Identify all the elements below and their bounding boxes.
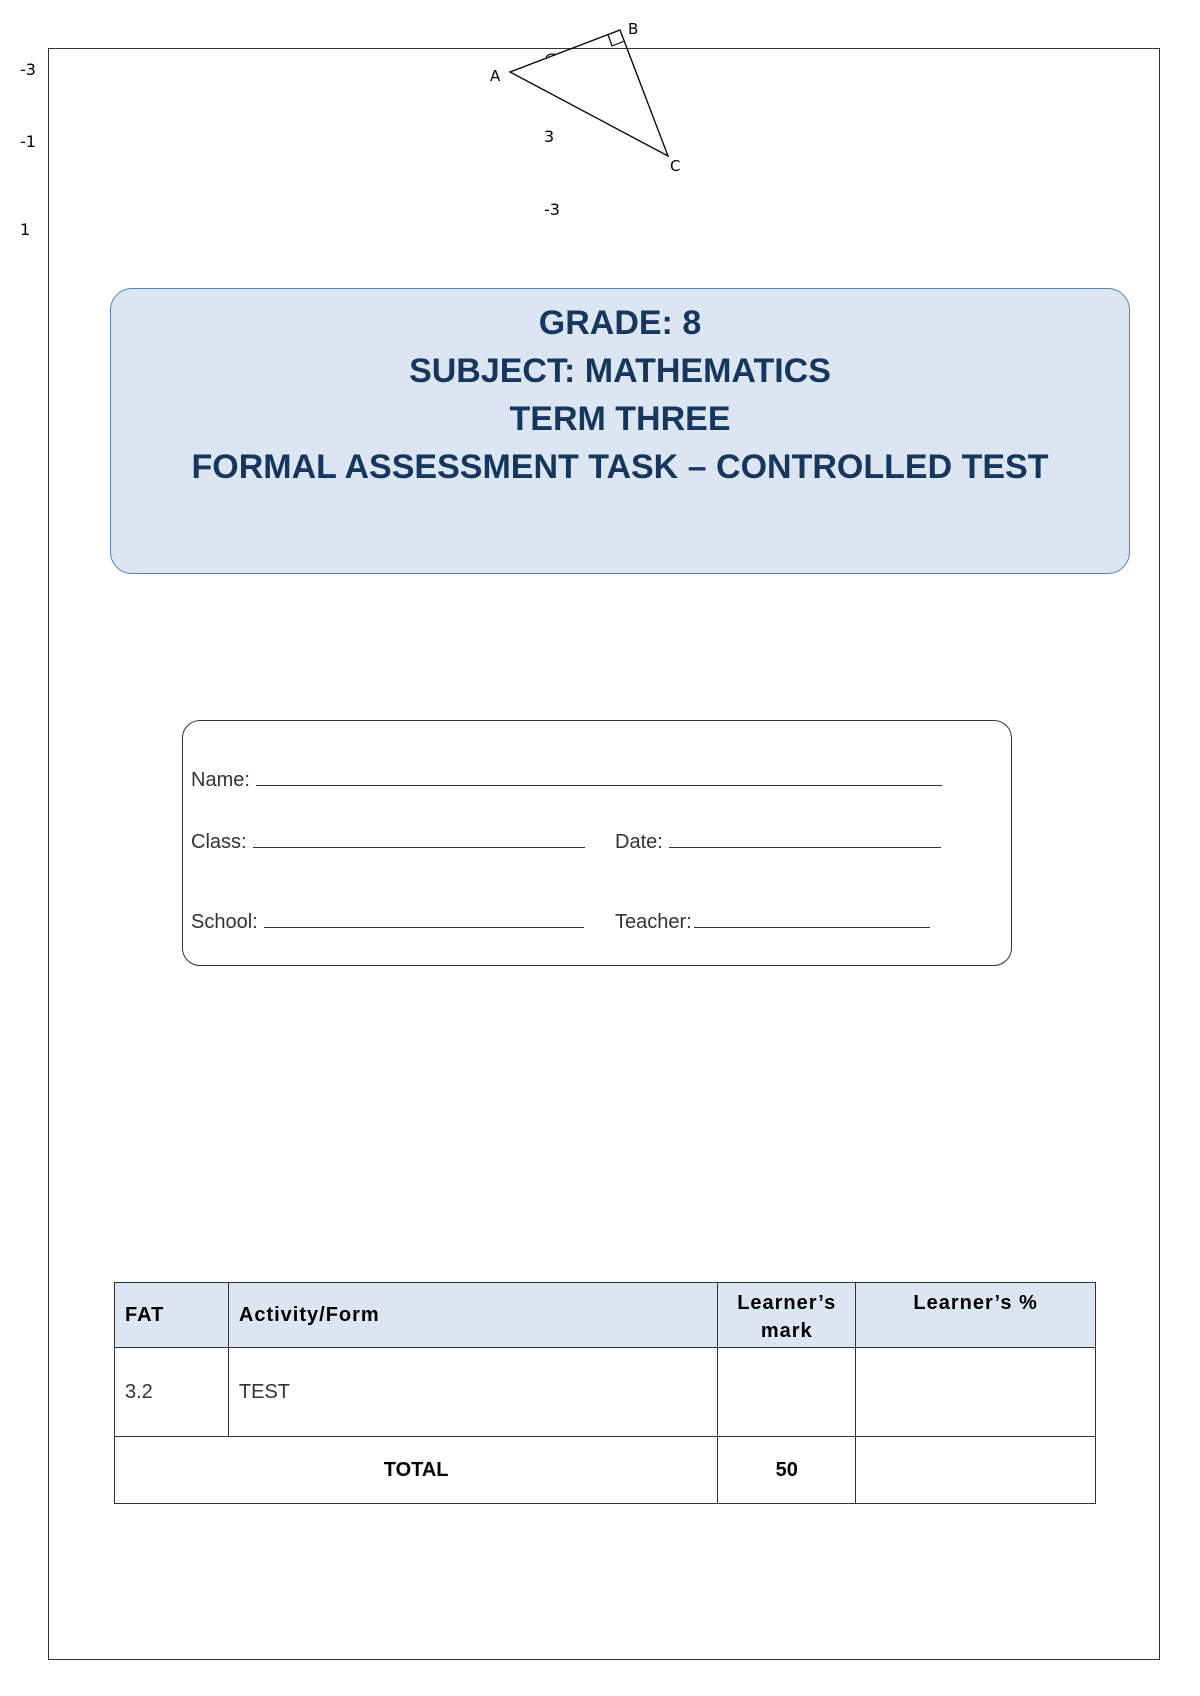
triangle-abc [510, 30, 668, 156]
date-field[interactable] [615, 829, 941, 854]
marks-table [114, 1282, 1096, 1504]
name-line[interactable] [256, 767, 942, 786]
class-field[interactable] [191, 829, 585, 854]
table-header-row [115, 1283, 1096, 1348]
stray-number-1: -3 [20, 60, 36, 79]
teacher-field[interactable] [615, 909, 930, 934]
learner-info-box [182, 720, 1012, 966]
triangle-diagram [480, 18, 700, 178]
right-angle-mark [608, 35, 624, 47]
cell-mark[interactable] [718, 1348, 856, 1437]
vertex-label-b: B [628, 20, 639, 38]
table-row [115, 1348, 1096, 1437]
date-label: Date: [615, 831, 663, 853]
cell-activity: TEST [228, 1348, 717, 1437]
class-label: Class: [191, 831, 247, 853]
header-learner-mark: Learner’s mark [718, 1283, 856, 1348]
total-percent[interactable] [856, 1437, 1096, 1504]
class-line[interactable] [253, 829, 585, 848]
name-field[interactable] [191, 767, 942, 792]
subject-title: SUBJECT: MATHEMATICS [409, 352, 831, 390]
name-label: Name: [191, 769, 250, 791]
total-value: 50 [718, 1437, 856, 1504]
header-fat: FAT [115, 1283, 229, 1348]
table-total-row [115, 1437, 1096, 1504]
teacher-line[interactable] [694, 909, 930, 928]
assessment-title: FORMAL ASSESSMENT TASK – CONTROLLED TEST [191, 448, 1049, 486]
term-title: TERM THREE [509, 400, 731, 438]
stray-number-5: -3 [544, 200, 560, 219]
school-line[interactable] [264, 909, 584, 928]
title-box [110, 288, 1130, 574]
school-label: School: [191, 911, 258, 933]
grade-title: GRADE: 8 [538, 304, 702, 342]
header-activity: Activity/Form [228, 1283, 717, 1348]
teacher-label: Teacher: [615, 911, 692, 933]
cell-percent[interactable] [856, 1348, 1096, 1437]
stray-number-3: 1 [20, 220, 31, 239]
vertex-label-a: A [490, 67, 501, 85]
vertex-label-c: C [670, 157, 681, 175]
total-label: TOTAL [115, 1437, 718, 1504]
stray-number-4: 3 [544, 127, 555, 146]
stray-number-2: -1 [20, 132, 36, 151]
cell-fat: 3.2 [115, 1348, 229, 1437]
date-line[interactable] [669, 829, 941, 848]
header-learner-percent: Learner’s % [856, 1283, 1096, 1348]
school-field[interactable] [191, 909, 584, 934]
